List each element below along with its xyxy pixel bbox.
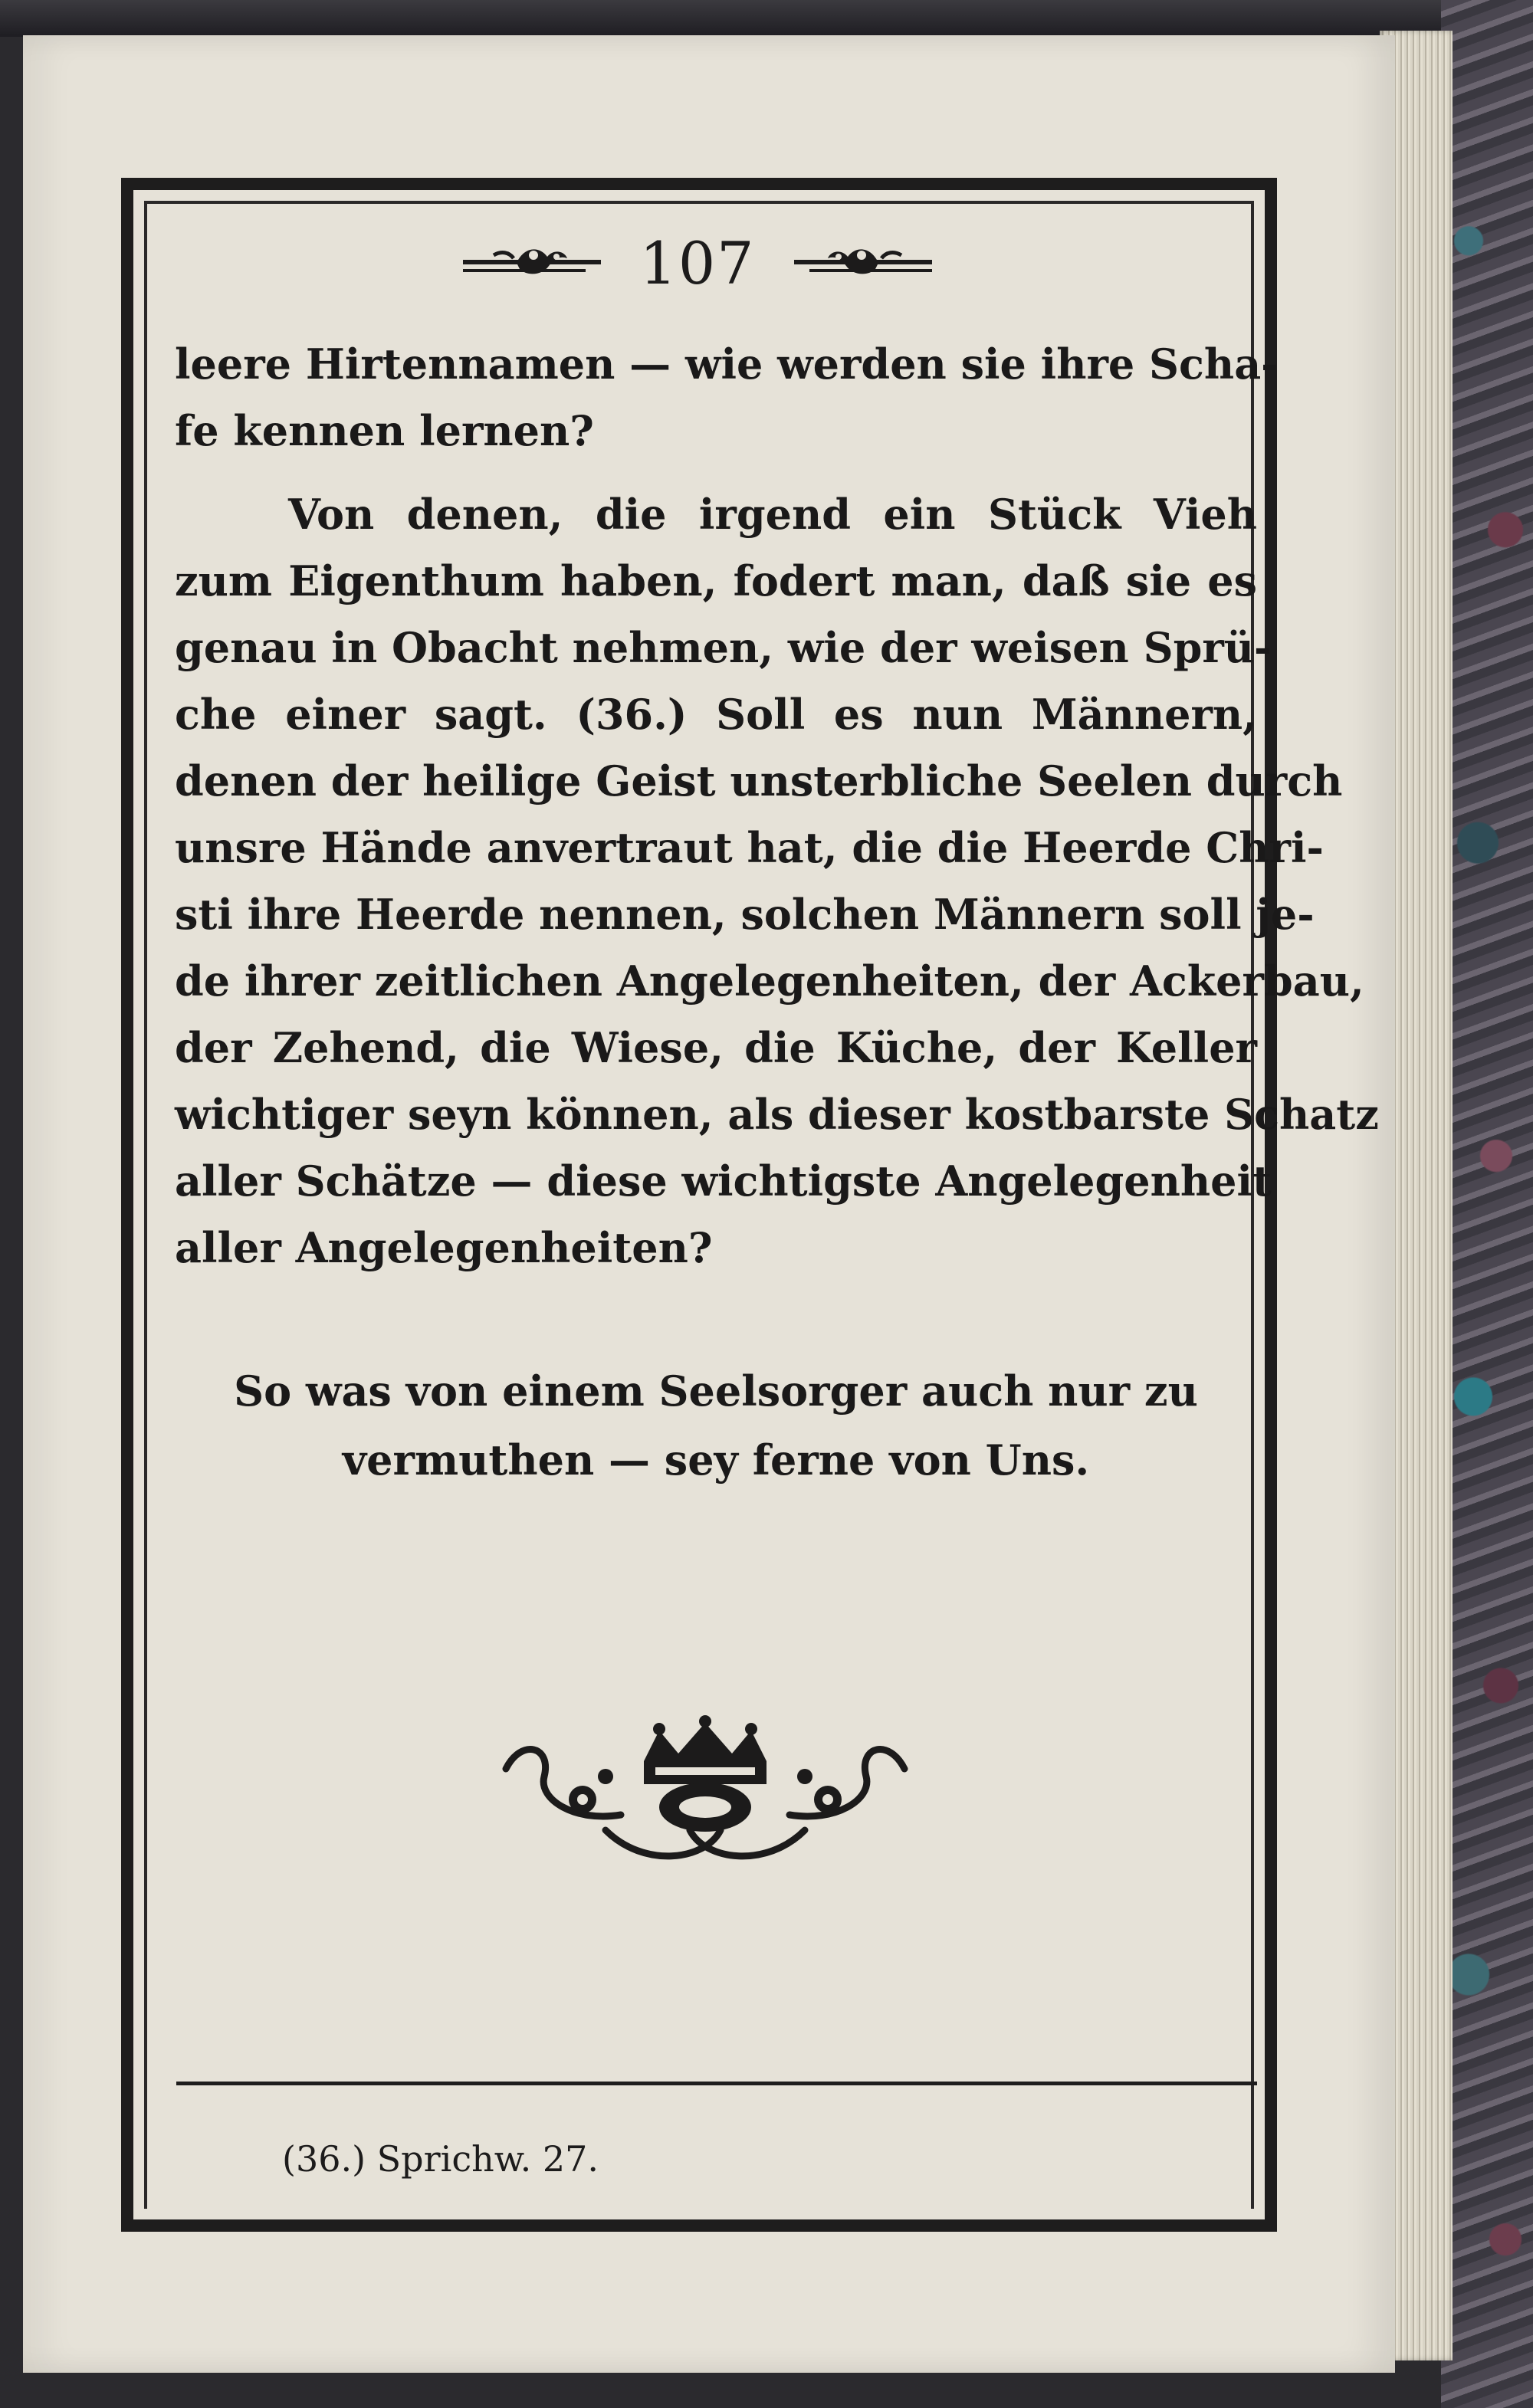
text-line: de ihrer zeitlichen Angelegenheiten, der Ackerbau, (175, 956, 1364, 1006)
page-number: 107 (639, 228, 756, 297)
marbled-cover (1441, 0, 1533, 2408)
text-line: sti ihre Heerde nennen, solchen Männern soll je- (175, 890, 1315, 939)
text-line: fe kennen lernen? (175, 406, 594, 455)
paragraph-1 (175, 331, 1279, 464)
running-header (406, 228, 989, 297)
crown-cornucopia-vignette-icon (491, 1715, 920, 1868)
closing-line-2: vermuthen — sey ferne von Uns. (342, 1435, 1090, 1484)
text-line: Von denen, die irgend ein Stück Vieh (288, 490, 1257, 539)
fleuron-ornament-icon (463, 240, 601, 286)
text-line: genau in Obacht nehmen, wie der weisen Sprü- (175, 623, 1272, 672)
footnote: (36.) Sprichw. 27. (282, 2138, 599, 2180)
top-edge (0, 0, 1456, 37)
text-line: che einer sagt. (36.) Soll es nun Männern, (175, 690, 1257, 739)
text-line: denen der heilige Geist unsterbliche Seelen durch (175, 756, 1343, 805)
closing-statement (175, 1357, 1257, 1494)
text-line: aller Angelegenheiten? (175, 1223, 713, 1272)
paragraph-2 (175, 481, 1379, 1281)
footnote-rule (176, 2082, 1257, 2085)
text-line: leere Hirtennamen — wie werden sie ihre Scha- (175, 340, 1279, 389)
text-line: aller Schätze — diese wichtigste Angelegenheit (175, 1156, 1272, 1206)
text-line: unsre Hände anvertraut hat, die die Heerde Chri- (175, 823, 1324, 872)
text-line: der Zehend, die Wiese, die Küche, der Keller (175, 1023, 1257, 1072)
fleuron-ornament-icon (794, 240, 932, 286)
text-line: wichtiger seyn können, als dieser kostbarste Schatz (175, 1090, 1379, 1139)
closing-line-1: So was von einem Seelsorger auch nur zu (234, 1366, 1198, 1416)
body-text (175, 331, 1379, 1281)
text-line: zum Eigenthum haben, fodert man, daß sie es (175, 556, 1257, 605)
